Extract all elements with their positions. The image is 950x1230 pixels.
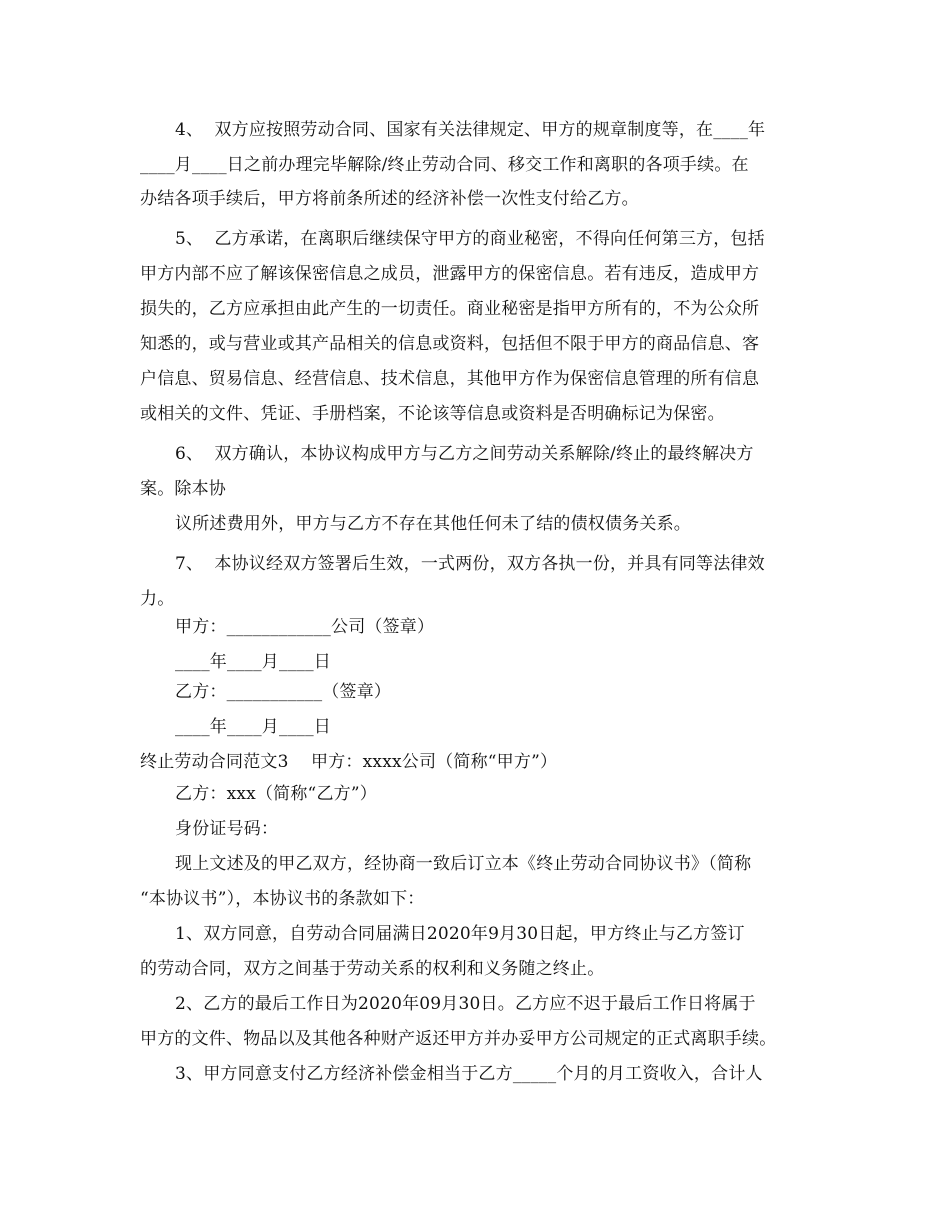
clause-5-line-3: 损失的，乙方应承担由此产生的一切责任。商业秘密是指甲方所有的，不为公众所 xyxy=(140,299,760,319)
term-1-line-2: 的劳动合同，双方之间基于劳动关系的权利和义务随之终止。 xyxy=(140,959,605,979)
term-3-line-1: 3、甲方同意支付乙方经济补偿金相当于乙方_____个月的月工资收入，合计人 xyxy=(175,1064,763,1084)
party-b-name-line: 乙方：xxx（简称“乙方”） xyxy=(175,784,377,804)
intro-line-1: 现上文述及的甲乙双方，经协商一致后订立本《终止劳动合同协议书》（简称 xyxy=(175,854,752,874)
clause-5-line-2: 甲方内部不应了解该保密信息之成员，泄露甲方的保密信息。若有违反，造成甲方 xyxy=(140,264,760,284)
clause-7-line-2: 力。 xyxy=(140,589,175,609)
party-a-signature-line: 甲方：____________公司（签章） xyxy=(175,617,435,637)
term-2-line-1: 2、乙方的最后工作日为2020年09月30日。乙方应不迟于最后工作日将属于 xyxy=(175,994,756,1014)
term-2-line-2: 甲方的文件、物品以及其他各种财产返还甲方并办妥甲方公司规定的正式离职手续。 xyxy=(140,1029,777,1049)
term-1-line-1: 1、双方同意，自劳动合同届满日2020年9月30日起，甲方终止与乙方签订 xyxy=(175,924,745,944)
clause-7-line-1: 7、 本协议经双方签署后生效，一式两份，双方各执一份，并具有同等法律效 xyxy=(175,554,765,574)
clause-5-line-5: 户信息、贸易信息、经营信息、技术信息，其他甲方作为保密信息管理的所有信息 xyxy=(140,369,760,389)
party-b-date-line: ____年____月____日 xyxy=(175,717,331,737)
clause-5-line-4: 知悉的，或与营业或其产品相关的信息或资料，包括但不限于甲方的商品信息、客 xyxy=(140,334,760,354)
intro-line-2: “本协议书”），本协议书的条款如下： xyxy=(140,889,425,909)
clause-4-line-1: 4、 双方应按照劳动合同、国家有关法律规定、甲方的规章制度等，在____年 xyxy=(175,120,766,140)
id-number-line: 身份证号码： xyxy=(175,819,279,839)
clause-4-line-2: ____月____日之前办理完毕解除/终止劳动合同、移交工作和离职的各项手续。在 xyxy=(140,155,749,175)
clause-6-line-2: 案。除本协 xyxy=(140,479,226,499)
clause-6-line-3: 议所述费用外，甲方与乙方不存在其他任何未了结的债权债务关系。 xyxy=(175,514,691,534)
clause-5-line-6: 或相关的文件、凭证、手册档案，不论该等信息或资料是否明确标记为保密。 xyxy=(140,404,725,424)
clause-6-line-1: 6、 双方确认，本协议构成甲方与乙方之间劳动关系解除/终止的最终解决方 xyxy=(175,444,754,464)
sample-3-heading-line: 终止劳动合同范文3 甲方：xxxx公司（简称“甲方”） xyxy=(140,752,558,772)
party-a-date-line: ____年____月____日 xyxy=(175,652,331,672)
party-b-signature-line: 乙方：___________（签章） xyxy=(175,682,392,702)
clause-5-line-1: 5、 乙方承诺，在离职后继续保守甲方的商业秘密，不得向任何第三方，包括 xyxy=(175,229,765,249)
clause-4-line-3: 办结各项手续后，甲方将前条所述的经济补偿一次性支付给乙方。 xyxy=(140,189,639,209)
